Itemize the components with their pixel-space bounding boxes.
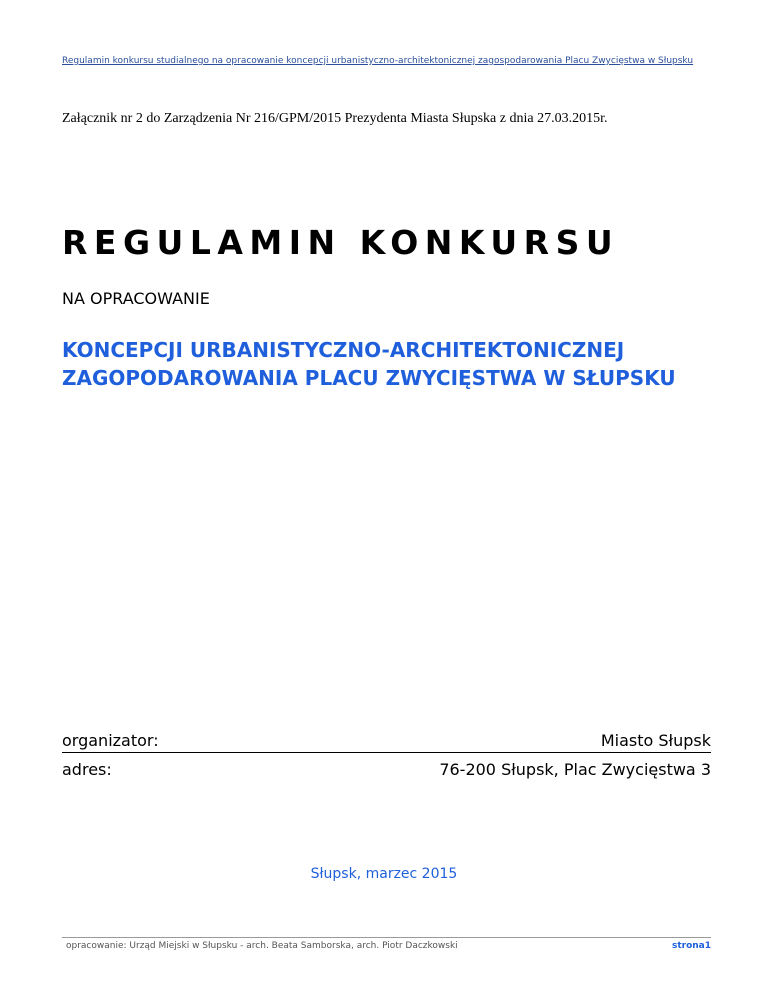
page-footer (62, 937, 711, 956)
running-header: Regulamin konkursu studialnego na opracowanie koncepcji urbanistyczno-architektonicznej zagospodarowania Placu Zwycięstwa w Słupsku (62, 56, 694, 66)
organizer-label: organizator: (62, 731, 159, 750)
organizer-row (62, 731, 711, 753)
organizer-value: Miasto Słupsk (600, 731, 711, 750)
place-and-date: Słupsk, marzec 2015 (310, 866, 458, 882)
attachment-note: Załącznik nr 2 do Zarządzenia Nr 216/GPM/2015 Prezydenta Miasta Słupska z dnia 27.03.2015r. (62, 111, 608, 126)
document-subtitle: NA OPRACOWANIE (62, 289, 210, 308)
address-label: adres: (62, 760, 112, 779)
page-number: strona1 (671, 941, 711, 951)
competition-subject-line-2: ZAGOPODAROWANIA PLACU ZWYCIĘSTWA W SŁUPSKU (62, 366, 676, 390)
document-title: REGULAMIN KONKURSU (62, 223, 620, 262)
address-value: 76-200 Słupsk, Plac Zwycięstwa 3 (439, 760, 711, 779)
footer-credit: opracowanie: Urząd Miejski w Słupsku - arch. Beata Samborska, arch. Piotr Daczkowski (66, 941, 458, 951)
competition-subject-line-1: KONCEPCJI URBANISTYCZNO-ARCHITEKTONICZNEJ (62, 338, 625, 362)
address-row (62, 760, 711, 782)
competition-subject (62, 336, 722, 392)
